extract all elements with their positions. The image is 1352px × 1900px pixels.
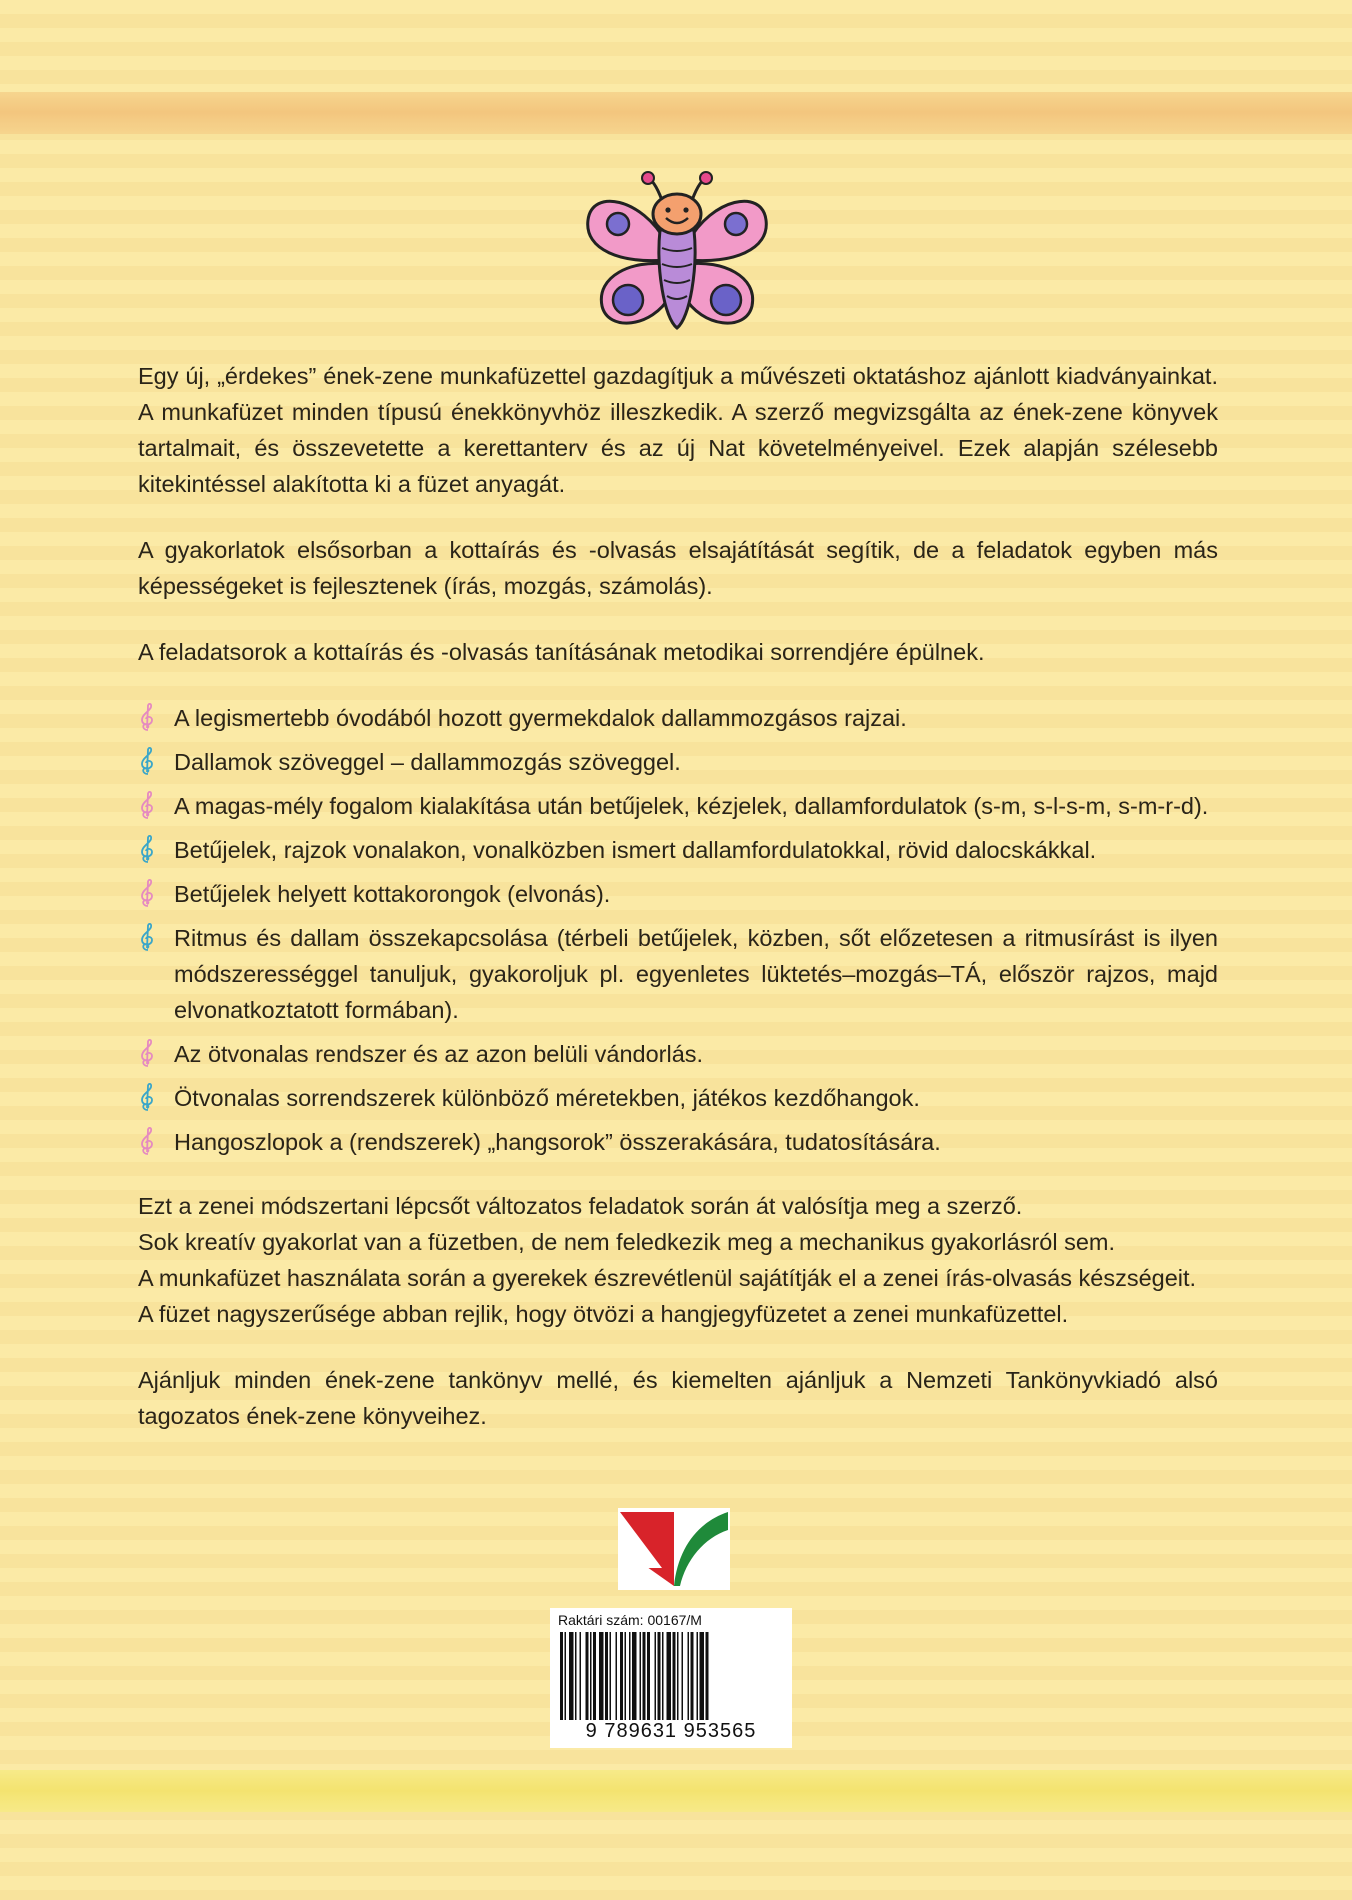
barcode-bar: [605, 1632, 608, 1720]
barcode-bar: [625, 1632, 627, 1720]
barcode-bar: [658, 1632, 661, 1720]
barcode-bar: [691, 1632, 694, 1720]
list-item: [138, 876, 1218, 912]
barcode-bar: [586, 1632, 589, 1720]
barcode-bar: [569, 1632, 574, 1720]
list-item-text: Betűjelek helyett kottakorongok (elvonás).: [174, 881, 611, 907]
isbn-digits: 9 789631 953565: [585, 1720, 757, 1742]
treble-clef-teal-icon: [138, 746, 156, 776]
barcode-bar: [662, 1632, 664, 1720]
barcode-bar: [590, 1632, 592, 1720]
list-item: [138, 788, 1218, 824]
list-item-text: Ritmus és dallam összekapcsolása (térbeli betűjelek, közben, sőt előzetesen a ritmusírást is ilyen módszerességgel tanuljuk, gyakoroljuk pl. egyenletes lüktetés–mozgás–TÁ, először rajzos, majd elvonatkoztatott formában).: [174, 925, 1218, 1023]
barcode-bar: [700, 1632, 705, 1720]
barcode-bar: [688, 1632, 690, 1720]
barcode-bar: [629, 1632, 631, 1720]
barcode-bar: [667, 1632, 672, 1720]
barcode-bar: [599, 1632, 604, 1720]
barcode-bar: [643, 1632, 646, 1720]
barcode-bar: [647, 1632, 650, 1720]
barcode-bar: [706, 1632, 709, 1720]
bottom-decorative-band: [0, 1770, 1352, 1812]
barcode-bar: [593, 1632, 596, 1720]
list-item: [138, 700, 1218, 736]
list-item-text: A magas-mély fogalom kialakítása után betűjelek, kézjelek, dallamfordulatok (s-m, s-l-s-m, s-m-r-d).: [174, 793, 1209, 819]
butterfly-illustration: [582, 168, 772, 336]
barcode-bar: [580, 1632, 582, 1720]
barcode-bar: [560, 1632, 563, 1720]
list-item-text: Dallamok szöveggel – dallammozgás szöveggel.: [174, 749, 681, 775]
list-item-text: Ötvonalas sorrendszerek különböző méretekben, játékos kezdőhangok.: [174, 1085, 920, 1111]
barcode-bar: [610, 1632, 612, 1720]
treble-clef-pink-icon: [138, 790, 156, 820]
list-item-text: Betűjelek, rajzok vonalakon, vonalközben ismert dallamfordulatokkal, rövid dalocskákkal.: [174, 837, 1097, 863]
list-item: [138, 1036, 1218, 1072]
list-item: [138, 744, 1218, 780]
barcode-bar: [632, 1632, 637, 1720]
method-list: [138, 700, 1218, 1160]
stock-number: Raktári szám: 00167/M: [558, 1612, 702, 1628]
treble-clef-pink-icon: [138, 878, 156, 908]
barcode-bar: [616, 1632, 618, 1720]
list-item-text: Az ötvonalas rendszer és az azon belüli vándorlás.: [174, 1041, 704, 1067]
barcode-bar: [620, 1632, 623, 1720]
list-item: [138, 1080, 1218, 1116]
treble-clef-pink-icon: [138, 1126, 156, 1156]
barcode-bar: [697, 1632, 699, 1720]
barcode-bars: [560, 1632, 782, 1720]
top-decorative-band: [0, 92, 1352, 134]
closing-paragraph: Ajánljuk minden ének-zene tankönyv mellé, és kiemelten ajánljuk a Nemzeti Tankönyvkiadó alsó tagozatos ének-zene könyveihez.: [138, 1367, 1218, 1429]
description-text: [138, 358, 1218, 1464]
outro-line-1: Ezt a zenei módszertani lépcsőt változatos feladatok során át valósítja meg a szerző.: [138, 1193, 1023, 1219]
list-item-text: A legismertebb óvodából hozott gyermekdalok dallammozgásos rajzai.: [174, 705, 907, 731]
list-item: [138, 1124, 1218, 1160]
barcode-label: [550, 1608, 792, 1748]
intro-paragraph-1: Egy új, „érdekes” ének-zene munkafüzettel gazdagítjuk a művészeti oktatáshoz ajánlott kiadványainkat. A munkafüzet minden típusú énekkönyvhöz illeszkedik. A szerző megvizsgálta az ének-zene könyvek tartalmait, és összevetette a kerettanterv és az új Nat követelményeivel. Ezek alapján szélesebb kitekintéssel alakította ki a füzet anyagát.: [138, 363, 1218, 497]
treble-clef-teal-icon: [138, 834, 156, 864]
barcode-bar: [677, 1632, 679, 1720]
treble-clef-pink-icon: [138, 1038, 156, 1068]
outro-line-2: Sok kreatív gyakorlat van a füzetben, de nem feledkezik meg a mechanikus gyakorlásról sem.: [138, 1229, 1116, 1255]
outro-line-4: A füzet nagyszerűsége abban rejlik, hogy ötvözi a hangjegyfüzetet a zenei munkafüzettel.: [138, 1301, 1069, 1327]
outro-line-3: A munkafüzet használata során a gyerekek észrevétlenül sajátítják el a zenei írás-olvasás készségeit.: [138, 1265, 1197, 1291]
list-item: [138, 920, 1218, 1028]
publisher-logo: [618, 1508, 730, 1590]
intro-paragraph-3: A feladatsorok a kottaírás és -olvasás tanításának metodikai sorrendjére épülnek.: [138, 639, 985, 665]
treble-clef-teal-icon: [138, 922, 156, 952]
barcode-bar: [655, 1632, 657, 1720]
barcode-bar: [682, 1632, 684, 1720]
list-item-text: Hangoszlopok a (rendszerek) „hangsorok” összerakására, tudatosítására.: [174, 1129, 941, 1155]
barcode-bar: [565, 1632, 567, 1720]
barcode-bar: [640, 1632, 642, 1720]
barcode-bar: [575, 1632, 577, 1720]
list-item: [138, 832, 1218, 868]
treble-clef-teal-icon: [138, 1082, 156, 1112]
intro-paragraph-2: A gyakorlatok elsősorban a kottaírás és -olvasás elsajátítását segítik, de a feladatok egyben más képességeket is fejlesztenek (írás, mozgás, számolás).: [138, 537, 1218, 599]
barcode-bar: [673, 1632, 676, 1720]
treble-clef-pink-icon: [138, 702, 156, 732]
